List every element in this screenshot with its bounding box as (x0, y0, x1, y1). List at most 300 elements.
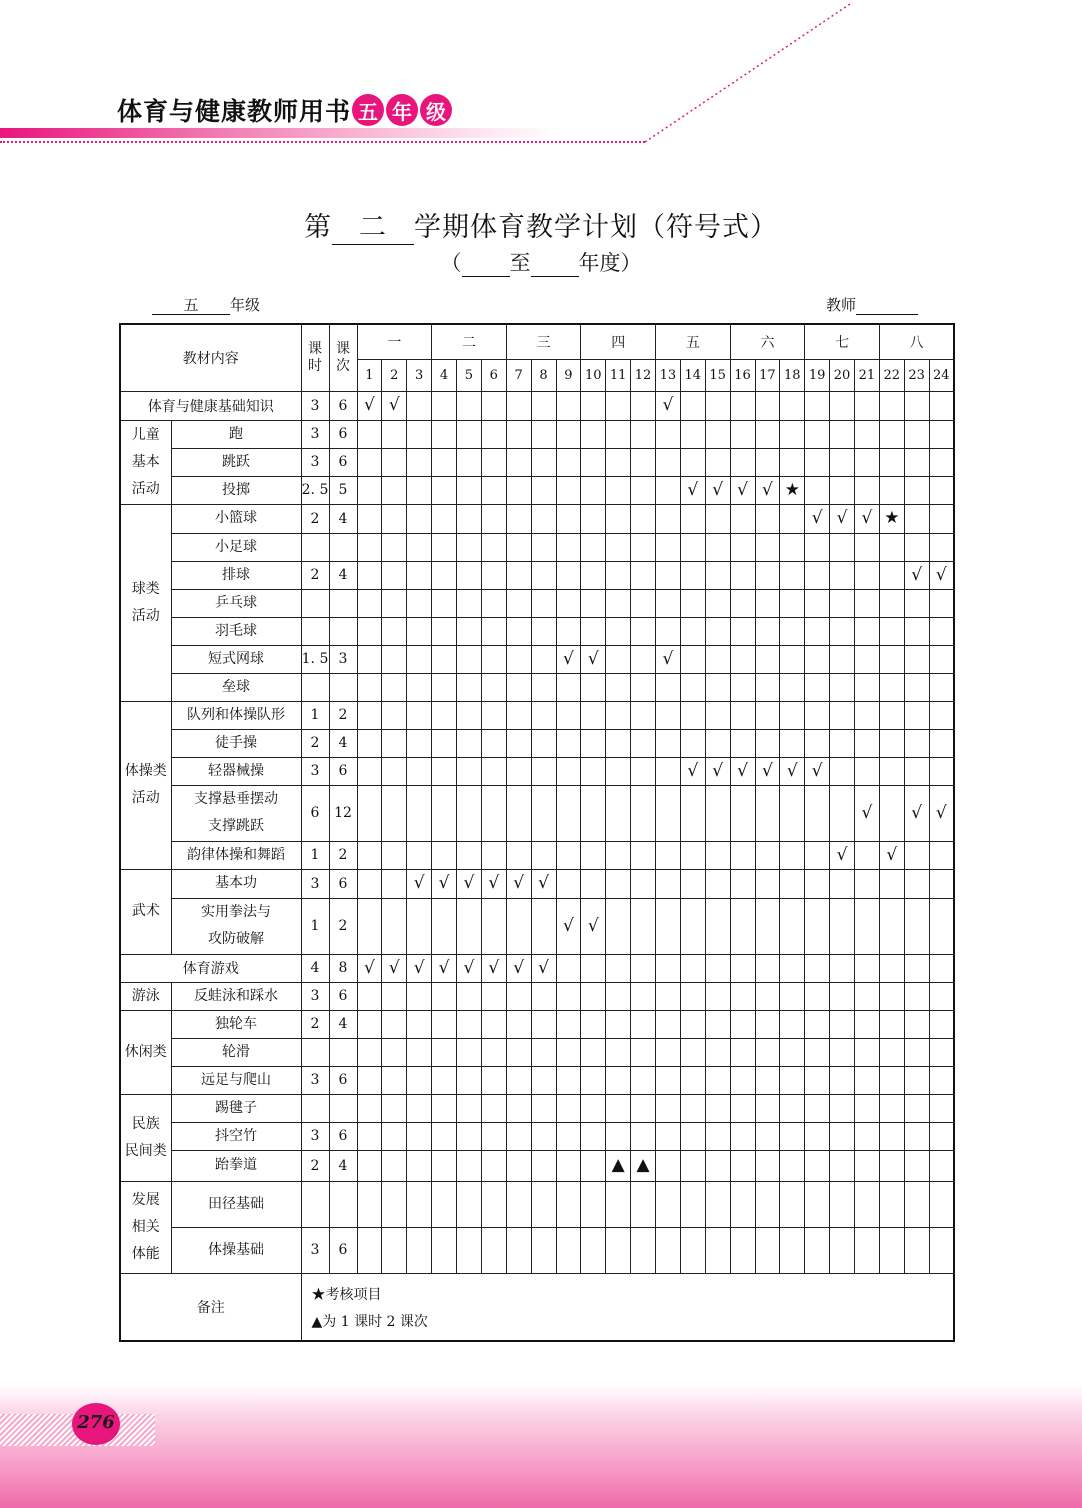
week-cell (879, 589, 904, 617)
week-header: 7 (506, 359, 531, 391)
week-cell (656, 869, 681, 898)
week-cell (481, 533, 506, 561)
week-cell (531, 701, 556, 729)
week-mark: √ (755, 757, 780, 785)
week-cell (407, 589, 432, 617)
week-cell (879, 448, 904, 476)
week-cell (606, 673, 631, 701)
content-group (120, 1094, 171, 1181)
table-row (120, 869, 954, 898)
week-cell (457, 645, 482, 673)
week-cell (531, 1122, 556, 1150)
week-cell (432, 476, 457, 504)
week-mark: √ (855, 785, 880, 841)
week-cell (855, 982, 880, 1010)
week-cell (929, 391, 954, 420)
hours-cell: 3 (301, 1066, 329, 1094)
week-cell (556, 1066, 581, 1094)
week-cell (631, 589, 656, 617)
week-cell (855, 448, 880, 476)
week-mark: √ (481, 954, 506, 982)
week-cell (656, 898, 681, 954)
content-item-label: 独轮车 (215, 1015, 257, 1032)
week-cell (457, 785, 482, 841)
week-cell (432, 617, 457, 645)
week-cell (382, 1094, 407, 1122)
week-cell (904, 1038, 929, 1066)
week-cell (805, 448, 830, 476)
week-cell (805, 1181, 830, 1227)
week-cell (432, 391, 457, 420)
week-cell (556, 1122, 581, 1150)
week-cell (805, 729, 830, 757)
week-cell (357, 420, 382, 448)
grade-badge-char: 年 (386, 94, 418, 126)
week-cell (680, 448, 705, 476)
week-cell (432, 1150, 457, 1181)
week-cell (606, 954, 631, 982)
month-header: 四 (581, 324, 656, 359)
hours-cell: 2 (301, 729, 329, 757)
week-cell (705, 1066, 730, 1094)
week-header: 1 (357, 359, 382, 391)
week-cell (755, 1010, 780, 1038)
week-cell (556, 561, 581, 589)
week-cell (432, 420, 457, 448)
week-cell (581, 448, 606, 476)
week-cell (879, 1010, 904, 1038)
content-group (120, 1010, 171, 1094)
month-header: 三 (506, 324, 581, 359)
week-cell (556, 982, 581, 1010)
week-cell (531, 982, 556, 1010)
hours-cell (301, 533, 329, 561)
week-mark: √ (830, 841, 855, 869)
week-cell (656, 729, 681, 757)
week-mark: √ (705, 476, 730, 504)
week-cell (780, 391, 805, 420)
week-cell (432, 701, 457, 729)
week-cell (556, 701, 581, 729)
week-cell (357, 1227, 382, 1273)
lessons-cell (329, 589, 357, 617)
week-cell (855, 645, 880, 673)
week-cell (457, 673, 482, 701)
week-cell (656, 982, 681, 1010)
week-cell (556, 1150, 581, 1181)
week-cell (680, 1150, 705, 1181)
week-cell (432, 561, 457, 589)
content-item (171, 1122, 301, 1150)
week-header: 10 (581, 359, 606, 391)
week-cell (780, 561, 805, 589)
week-mark: √ (506, 954, 531, 982)
week-cell (481, 1150, 506, 1181)
month-header: 八 (879, 324, 954, 359)
content-item (171, 561, 301, 589)
week-cell (481, 982, 506, 1010)
week-cell (656, 448, 681, 476)
week-cell (481, 1066, 506, 1094)
week-cell (407, 1066, 432, 1094)
lessons-cell: 5 (329, 476, 357, 504)
week-cell (481, 420, 506, 448)
week-cell (680, 1066, 705, 1094)
week-cell (581, 533, 606, 561)
week-cell (506, 561, 531, 589)
week-cell (581, 982, 606, 1010)
table-row (120, 954, 954, 982)
week-cell (631, 420, 656, 448)
week-cell (432, 1094, 457, 1122)
week-cell (855, 1122, 880, 1150)
week-cell (631, 391, 656, 420)
week-cell (904, 1122, 929, 1150)
content-item (171, 476, 301, 504)
week-cell (830, 1150, 855, 1181)
week-cell (407, 1010, 432, 1038)
lessons-cell: 4 (329, 729, 357, 757)
week-cell (581, 476, 606, 504)
table-row (120, 533, 954, 561)
week-cell (680, 729, 705, 757)
month-header: 五 (656, 324, 731, 359)
week-cell (407, 617, 432, 645)
week-cell (581, 561, 606, 589)
week-cell (481, 673, 506, 701)
week-cell (606, 645, 631, 673)
week-cell (531, 1038, 556, 1066)
week-cell (531, 841, 556, 869)
week-cell (830, 954, 855, 982)
week-cell (830, 982, 855, 1010)
week-cell (879, 1122, 904, 1150)
content-group-label: 武术 (131, 903, 160, 919)
lessons-cell (329, 1038, 357, 1066)
week-cell (904, 589, 929, 617)
week-header: 16 (730, 359, 755, 391)
week-cell (929, 982, 954, 1010)
notes-label: 备注 (120, 1273, 301, 1341)
week-cell (730, 533, 755, 561)
week-cell (730, 1038, 755, 1066)
week-cell (432, 1010, 457, 1038)
week-cell (432, 448, 457, 476)
week-cell (407, 701, 432, 729)
week-header: 21 (855, 359, 880, 391)
week-mark: √ (705, 757, 730, 785)
week-cell (432, 982, 457, 1010)
week-header: 12 (631, 359, 656, 391)
week-cell (457, 757, 482, 785)
week-cell (357, 1066, 382, 1094)
week-cell (432, 729, 457, 757)
week-cell (830, 785, 855, 841)
content-item (171, 785, 301, 841)
week-cell (357, 729, 382, 757)
week-cell (805, 476, 830, 504)
week-cell (581, 1094, 606, 1122)
week-cell (581, 391, 606, 420)
week-cell (407, 420, 432, 448)
hours-cell: 6 (301, 785, 329, 841)
week-cell (730, 1227, 755, 1273)
week-cell (531, 1066, 556, 1094)
week-cell (730, 391, 755, 420)
week-cell (705, 982, 730, 1010)
content-item (171, 448, 301, 476)
week-cell (805, 645, 830, 673)
week-cell (407, 982, 432, 1010)
week-cell (755, 898, 780, 954)
lessons-cell: 6 (329, 982, 357, 1010)
week-cell (830, 1010, 855, 1038)
week-cell (432, 589, 457, 617)
lessons-cell: 6 (329, 757, 357, 785)
lessons-cell: 6 (329, 1122, 357, 1150)
week-cell (929, 1010, 954, 1038)
lessons-cell: 12 (329, 785, 357, 841)
week-cell (506, 673, 531, 701)
week-cell (531, 645, 556, 673)
week-cell (705, 1150, 730, 1181)
week-cell (382, 673, 407, 701)
week-cell (481, 757, 506, 785)
hours-cell: 3 (301, 757, 329, 785)
week-cell (606, 841, 631, 869)
hours-cell: 3 (301, 448, 329, 476)
content-group (120, 1181, 171, 1273)
week-cell (407, 1038, 432, 1066)
week-cell (705, 1094, 730, 1122)
week-cell (606, 589, 631, 617)
week-cell (606, 1038, 631, 1066)
week-cell (705, 1038, 730, 1066)
week-cell (904, 898, 929, 954)
content-item-label: 跑 (229, 425, 243, 442)
col-content-header: 教材内容 (120, 324, 301, 391)
week-cell (556, 1010, 581, 1038)
hours-cell: 1 (301, 898, 329, 954)
week-cell (855, 1038, 880, 1066)
week-cell (656, 617, 681, 645)
week-cell (506, 729, 531, 757)
content-group-label: 体操类 活动 (124, 763, 167, 806)
week-cell (457, 533, 482, 561)
week-cell (929, 1150, 954, 1181)
week-cell (606, 1181, 631, 1227)
week-cell (556, 420, 581, 448)
week-cell (606, 448, 631, 476)
week-cell (730, 701, 755, 729)
week-cell (879, 420, 904, 448)
week-cell (481, 1010, 506, 1038)
week-cell (531, 589, 556, 617)
week-cell (929, 1094, 954, 1122)
week-cell (357, 1122, 382, 1150)
week-cell (457, 589, 482, 617)
hours-cell: 2 (301, 1010, 329, 1038)
week-header: 2 (382, 359, 407, 391)
week-cell (407, 673, 432, 701)
lessons-cell: 4 (329, 561, 357, 589)
week-cell (830, 869, 855, 898)
week-mark: √ (730, 757, 755, 785)
week-cell (481, 841, 506, 869)
week-mark: √ (556, 898, 581, 954)
content-item-label: 徒手操 (215, 734, 257, 751)
week-cell (432, 1038, 457, 1066)
table-row (120, 1181, 954, 1227)
week-cell (606, 869, 631, 898)
content-item (171, 1227, 301, 1273)
week-cell (904, 476, 929, 504)
week-cell (631, 476, 656, 504)
week-cell (656, 589, 681, 617)
week-cell (481, 1122, 506, 1150)
week-cell (705, 645, 730, 673)
week-cell (904, 1094, 929, 1122)
week-cell (556, 729, 581, 757)
week-cell (357, 1038, 382, 1066)
content-item-label: 田径基础 (208, 1195, 264, 1212)
col-hours-label: 课 时 (308, 340, 322, 374)
table-row (120, 729, 954, 757)
week-cell (805, 954, 830, 982)
week-cell (432, 898, 457, 954)
week-cell (830, 476, 855, 504)
week-cell (855, 391, 880, 420)
week-cell (830, 420, 855, 448)
week-cell (855, 898, 880, 954)
week-cell (929, 448, 954, 476)
week-cell (531, 391, 556, 420)
week-cell (606, 785, 631, 841)
content-item-label: 实用拳法与 攻防破解 (201, 904, 271, 947)
week-cell (556, 757, 581, 785)
week-cell (556, 448, 581, 476)
content-item: 体育游戏 (120, 954, 301, 982)
month-header: 二 (432, 324, 507, 359)
week-cell (805, 982, 830, 1010)
week-cell (730, 617, 755, 645)
week-cell (904, 841, 929, 869)
lessons-cell: 2 (329, 841, 357, 869)
week-cell (680, 504, 705, 533)
week-cell (506, 898, 531, 954)
year-open: （ (440, 251, 462, 275)
content-item (171, 1038, 301, 1066)
week-cell (830, 1122, 855, 1150)
week-cell (904, 1150, 929, 1181)
week-cell (581, 589, 606, 617)
week-cell (432, 645, 457, 673)
week-cell (755, 1066, 780, 1094)
week-cell (929, 1227, 954, 1273)
week-cell (780, 1181, 805, 1227)
week-cell (656, 533, 681, 561)
week-cell (904, 757, 929, 785)
week-cell (755, 673, 780, 701)
week-cell (780, 589, 805, 617)
week-cell (432, 504, 457, 533)
week-cell (680, 1227, 705, 1273)
week-cell (556, 476, 581, 504)
week-cell (457, 1038, 482, 1066)
hours-cell: 3 (301, 1122, 329, 1150)
week-cell (457, 617, 482, 645)
content-group (120, 701, 171, 869)
week-cell (606, 757, 631, 785)
hours-cell: 1 (301, 841, 329, 869)
week-cell (855, 476, 880, 504)
week-cell (581, 757, 606, 785)
content-item-label: 韵律体操和舞蹈 (187, 846, 285, 863)
week-cell (382, 982, 407, 1010)
week-cell (382, 533, 407, 561)
week-cell (656, 1150, 681, 1181)
week-cell (879, 1181, 904, 1227)
week-cell (929, 1122, 954, 1150)
week-cell (805, 898, 830, 954)
content-item (171, 504, 301, 533)
hours-cell: 3 (301, 420, 329, 448)
week-cell (481, 476, 506, 504)
content-item-label: 短式网球 (208, 650, 264, 667)
week-cell (432, 1122, 457, 1150)
week-cell (879, 869, 904, 898)
lessons-cell: 6 (329, 420, 357, 448)
week-cell (705, 504, 730, 533)
week-cell (631, 1066, 656, 1094)
week-cell (755, 869, 780, 898)
week-cell (879, 533, 904, 561)
week-cell (357, 617, 382, 645)
week-cell (730, 841, 755, 869)
content-item (171, 982, 301, 1010)
content-item-label: 踢毽子 (215, 1099, 257, 1116)
week-cell (457, 1150, 482, 1181)
book-title: 体育与健康教师用书 (117, 97, 352, 126)
week-cell (457, 729, 482, 757)
week-cell (705, 1010, 730, 1038)
week-cell (904, 448, 929, 476)
week-cell (457, 476, 482, 504)
week-cell (730, 982, 755, 1010)
week-mark: √ (879, 841, 904, 869)
week-cell (904, 391, 929, 420)
week-cell (481, 589, 506, 617)
week-cell (855, 841, 880, 869)
year-close: 年度） (578, 251, 642, 275)
lessons-cell (329, 1181, 357, 1227)
week-cell (855, 729, 880, 757)
week-cell (730, 898, 755, 954)
hours-cell (301, 673, 329, 701)
week-cell (357, 869, 382, 898)
content-item-label: 乒乓球 (215, 594, 257, 611)
table-row (120, 504, 954, 533)
hours-cell: 4 (301, 954, 329, 982)
week-cell (904, 533, 929, 561)
week-cell (780, 898, 805, 954)
week-cell (755, 504, 780, 533)
week-cell (780, 1150, 805, 1181)
week-cell (382, 757, 407, 785)
teacher-field (826, 294, 918, 315)
hours-cell: 3 (301, 869, 329, 898)
week-mark: √ (805, 757, 830, 785)
